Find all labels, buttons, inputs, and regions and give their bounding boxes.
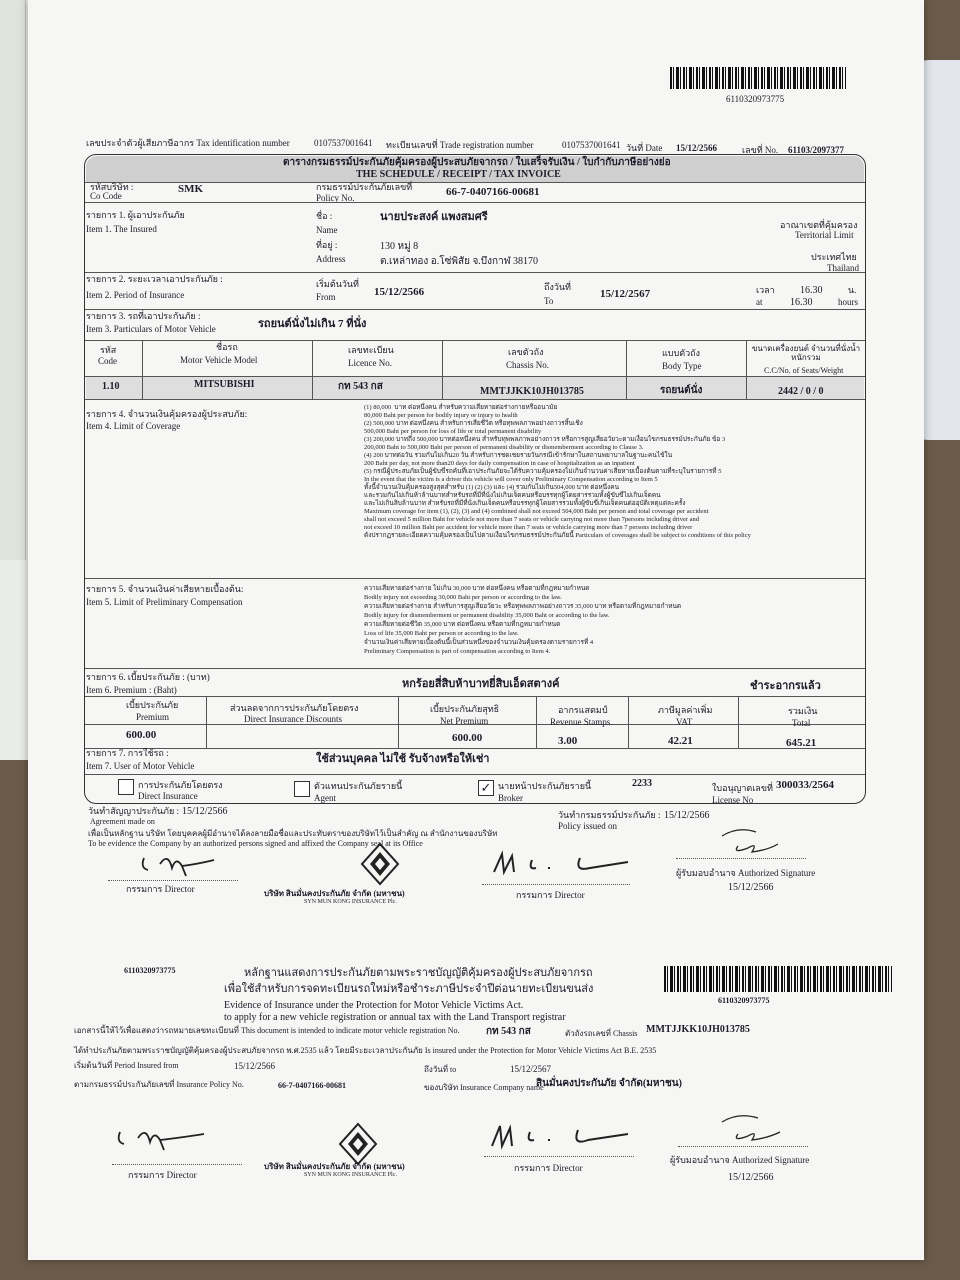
item2-label-english: Item 2. Period of Insurance bbox=[86, 290, 185, 300]
territory-label-thai: อาณาเขตที่คุ้มครอง bbox=[780, 220, 858, 230]
coverage-clause-2: 80,000 Baht per person for bodily injury or injury to health bbox=[364, 412, 518, 419]
policy-label-english: Policy No. bbox=[316, 193, 355, 203]
premium-col-stamps-thai: อากรแสตมป์ bbox=[558, 705, 608, 715]
vat-amount: 42.21 bbox=[668, 735, 693, 747]
time-unit-thai: น. bbox=[848, 285, 857, 295]
coverage-clause-7: (4) 200 บาทต่อวัน รวมกันไม่เกิน20 วัน สำหรับการชดเชยรายวันกรณีเข้ารักษาในสถานพยาบาลในฐานะคนไข้ใน bbox=[364, 452, 673, 459]
evidence-title-thai-2: เพื่อใช้สำหรับการจดทะเบียนรถใหม่หรือชำระภาษีประจำปีต่อนายทะเบียนขนส่ง bbox=[224, 983, 594, 995]
stamp-duty-paid: ชำระอากรแล้ว bbox=[750, 680, 821, 692]
name-label-thai: ชื่อ : bbox=[316, 211, 333, 221]
policy-number: 66-7-0407166-00681 bbox=[446, 186, 540, 198]
territory-english: Thailand bbox=[827, 263, 859, 273]
evidence-title-english-1: Evidence of Insurance under the Protection for Motor Vehicle Victims Act. bbox=[224, 1000, 524, 1011]
title-english: THE SCHEDULE / RECEIPT / TAX INVOICE bbox=[356, 169, 561, 180]
insurance-document bbox=[28, 0, 924, 1260]
coverage-clause-13: และไม่เกินสิบล้านบาท สำหรับรถที่มีที่นั่งเกินเจ็ดคนหรือบรรทุกผู้โดยสารรวมทั้งผู้ขับขี่เกินเจ็ดคนต่ออุบัติเหตุแต่ละครั้ง bbox=[364, 500, 686, 507]
time-from: 16.30 bbox=[800, 285, 823, 296]
vehicle-model: MITSUBISHI bbox=[194, 379, 255, 390]
broker-number: 2233 bbox=[632, 778, 652, 789]
address-label-english: Address bbox=[316, 254, 346, 264]
premium-col-premium-english: Premium bbox=[136, 712, 169, 722]
barcode-evidence bbox=[664, 966, 892, 992]
revenue-stamps-amount: 3.00 bbox=[558, 735, 578, 747]
authorized-label-top: ผู้รับมอบอำนาจ Authorized Signature bbox=[676, 868, 816, 878]
territory-thai: ประเทศไทย bbox=[811, 252, 857, 262]
coverage-clause-16: not exceed 10 million Baht per accident for vehicle more than 7 seats or vehicle carrying more than 7 persons including driver bbox=[364, 524, 693, 531]
time-unit-english: hours bbox=[838, 297, 858, 307]
evidence-company-label: ของบริษัท Insurance Company name bbox=[424, 1083, 544, 1092]
company-name-english-bottom: SYN MUN KONG INSURANCE Plc. bbox=[304, 1172, 397, 1178]
coverage-clause-5: (3) 200,000 บาทถึง 500,000 บาทต่อหนึ่งคน สำหรับทุพพลภาพอย่างถาวร หรือการสูญเสียอวัยวะตามเงื่อนไขกรมธรรม์ประกันภัย ข้อ 3 bbox=[364, 436, 726, 443]
item5-label-thai: รายการ 5. จำนวนเงินค่าเสียหายเบื้องต้น: bbox=[86, 584, 244, 594]
coverage-clause-1: (1) 80,000 บาท ต่อหนึ่งคน สำหรับความเสียหายต่อร่างกายหรืออนามัย bbox=[364, 404, 558, 411]
evidence-company: สินมั่นคงประกันภัย จำกัด(มหาชน) bbox=[536, 1078, 682, 1089]
item7-label-thai: รายการ 7. การใช้รถ : bbox=[86, 748, 169, 758]
company-name-english-top: SYN MUN KONG INSURANCE Plc. bbox=[304, 899, 397, 905]
policy-issued-english: Policy issued on bbox=[558, 821, 618, 831]
territory-label-english: Territorial Limit bbox=[795, 230, 854, 240]
evidence-title-english-2: to apply for a new vehicle registration or annual tax with the Land Transport registrar bbox=[224, 1012, 566, 1023]
vehicle-class: รถยนต์นั่งไม่เกิน 7 ที่นั่ง bbox=[258, 318, 367, 330]
director-signature-2 bbox=[488, 848, 638, 878]
company-logo-top bbox=[360, 842, 400, 886]
item4-label-english: Item 4. Limit of Coverage bbox=[86, 421, 181, 431]
body-type: รถยนต์นั่ง bbox=[660, 385, 703, 396]
vehicle-col-licence-english: Licence No. bbox=[348, 358, 392, 368]
premium-col-stamps-english: Revenue Stamps bbox=[550, 717, 611, 727]
checkmark-icon: ✓ bbox=[480, 780, 492, 795]
prelim-clause-8: Preliminary Compensation is part of compensation according to Item 4. bbox=[364, 648, 551, 655]
premium-in-words: หกร้อยสี่สิบห้าบาทยี่สิบเอ็ดสตางค์ bbox=[402, 678, 560, 690]
item7-label-english: Item 7. User of Motor Vehicle bbox=[86, 761, 195, 771]
coverage-clause-8: 200 Baht per day, not more than20 days for daily compensation in case of hospitalization as an inpatient bbox=[364, 460, 635, 467]
company-name-thai-bottom: บริษัท สินมั่นคงประกันภัย จำกัด (มหาชน) bbox=[264, 1162, 405, 1171]
prelim-clause-1: ความเสียหายต่อร่างกาย ไม่เกิน 30,000 บาท ต่อหนึ่งคน หรือตามที่กฎหมายกำหนด bbox=[364, 585, 590, 592]
agreement-made-english: Agreement made on bbox=[90, 817, 155, 826]
trade-reg-label: ทะเบียนเลขที่ Trade registration number bbox=[386, 140, 534, 150]
name-label-english: Name bbox=[316, 225, 338, 235]
vehicle-col-code-english: Code bbox=[98, 356, 117, 366]
coverage-clause-17: ดังปรากฏรายละเอียดความคุ้มครองเป็นไปตามเงื่อนไขกรมธรรม์ประกันภัยนี้ Particulars of coverages shall be subject to conditions of this policy bbox=[364, 532, 751, 539]
evidence-code-right: 6110320973775 bbox=[718, 996, 770, 1005]
agreement-made-date: 15/12/2566 bbox=[182, 806, 228, 817]
prelim-clause-6: Loss of life 35,000 Baht per person or according to the law. bbox=[364, 630, 519, 637]
evidence-policy-label: ตามกรมธรรม์ประกันภัยเลขที่ Insurance Policy No. bbox=[74, 1080, 244, 1089]
item1-label-thai: รายการ 1. ผู้เอาประกันภัย bbox=[86, 210, 185, 220]
director-label-1: กรรมการ Director bbox=[126, 884, 195, 894]
vehicle-col-chassis-english: Chassis No. bbox=[506, 360, 550, 370]
item1-label-english: Item 1. The Insured bbox=[86, 224, 157, 234]
premium-col-discount-thai: ส่วนลดจากการประกันภัยโดยตรง bbox=[230, 703, 359, 713]
net-premium-amount: 600.00 bbox=[452, 732, 483, 744]
time-label-english: at bbox=[756, 297, 763, 307]
authorized-signature-bottom bbox=[718, 1108, 798, 1144]
premium-col-net-thai: เบี้ยประกันภัยสุทธิ bbox=[430, 704, 500, 714]
agent-thai: ตัวแทนประกันภัยรายนี้ bbox=[314, 781, 403, 791]
evidence-to-label: ถึงวันที่ to bbox=[424, 1065, 457, 1074]
director-signature-4 bbox=[486, 1118, 636, 1152]
company-logo-bottom bbox=[338, 1122, 378, 1166]
address-label-thai: ที่อยู่ : bbox=[316, 240, 338, 250]
engine-seats-weight: 2442 / 0 / 0 bbox=[778, 386, 824, 397]
license-number: 300033/2564 bbox=[776, 779, 835, 791]
evidence-chassis: MMTJJKK10JH013785 bbox=[646, 1024, 750, 1035]
coverage-clause-14: Maximum coverage for item (1), (2), (3) and (4) combined shall not exceed 504,000 Baht per person and total coverage per accident bbox=[364, 508, 709, 515]
broker-thai: นายหน้าประกันภัยรายนี้ bbox=[498, 781, 592, 791]
vehicle-code: 1.10 bbox=[102, 381, 120, 392]
vehicle-col-engine-thai: ขนาดเครื่องยนต์ จำนวนที่นั่งน้ำหนักรวม bbox=[751, 344, 861, 362]
authorized-date-bottom: 15/12/2566 bbox=[728, 1172, 774, 1183]
premium-col-total-english: Total bbox=[792, 718, 811, 728]
vehicle-col-model-english: Motor Vehicle Model bbox=[180, 355, 258, 365]
barcode-number-top: 6110320973775 bbox=[726, 94, 785, 104]
authorized-signature-top bbox=[718, 822, 798, 856]
time-to: 16.30 bbox=[790, 297, 813, 308]
chassis-number: MMTJJKK10JH013785 bbox=[480, 386, 584, 397]
address-line-1: 130 หมู่ 8 bbox=[380, 241, 419, 252]
coverage-clause-11: ทั้งนี้จำนวนเงินคุ้มครองสูงสุดสำหรับ (1) (2) (3) และ (4) รวมกันไม่เกิน504,000 บาท ต่อหนึ่งคน bbox=[364, 484, 620, 491]
to-label-thai: ถึงวันที่ bbox=[544, 282, 571, 292]
coverage-clause-15: shall not exceed 5 million Baht for vehicle not more than 7 seats or vehicle carrying not more than 7persons including driver and bbox=[364, 516, 700, 523]
item6-label-thai: รายการ 6. เบี้ยประกันภัย : (บาท) bbox=[86, 672, 210, 682]
from-label-thai: เริ่มต้นวันที่ bbox=[316, 279, 359, 289]
director-label-2: กรรมการ Director bbox=[516, 890, 585, 900]
direct-insurance-thai: การประกันภัยโดยตรง bbox=[138, 780, 223, 790]
period-from: 15/12/2566 bbox=[374, 286, 425, 298]
prelim-clause-4: Bodily injury for dismemberment or permanent disability 35,000 Baht or according to the law. bbox=[364, 612, 610, 619]
evidence-to: 15/12/2567 bbox=[510, 1064, 552, 1074]
premium-col-net-english: Net Premium bbox=[440, 716, 489, 726]
director-label-4: กรรมการ Director bbox=[514, 1163, 583, 1173]
vehicle-use: ใช้ส่วนบุคคล ไม่ใช้ รับจ้างหรือให้เช่า bbox=[316, 753, 490, 765]
from-label-english: From bbox=[316, 292, 336, 302]
direct-insurance-english: Direct Insurance bbox=[138, 791, 198, 801]
item2-label-thai: รายการ 2. ระยะเวลาเอาประกันภัย : bbox=[86, 274, 223, 284]
coverage-clause-12: และรวมกันไม่เกินห้าล้านบาทสำหรับรถที่มีที่นั่งไม่เกินเจ็ดคนหรือบรรทุกผู้โดยสารรวมทั้งผู้ขับขี่ไม่เกินเจ็ดคน bbox=[364, 492, 661, 499]
premium-col-vat-english: VAT bbox=[676, 717, 693, 727]
evidence-policy: 66-7-0407166-00681 bbox=[278, 1081, 346, 1090]
coverage-clause-3: (2) 500,000 บาท ต่อหนึ่งคน สำหรับการเสียชีวิต หรือทุพพลภาพอย่างถาวรสิ้นเชิง bbox=[364, 420, 583, 427]
premium-amount: 600.00 bbox=[126, 729, 157, 741]
evidence-title-thai-1: หลักฐานแสดงการประกันภัยตามพระราชบัญญัติคุ้มครองผู้ประสบภัยจากรถ bbox=[244, 967, 593, 979]
vehicle-col-code-thai: รหัส bbox=[100, 345, 117, 355]
authorized-date-top: 15/12/2566 bbox=[728, 882, 774, 893]
agent-checkbox[interactable] bbox=[294, 781, 310, 797]
evidence-registration: กท 543 กส bbox=[486, 1026, 531, 1037]
evidence-line-1: เอกสารนี้ให้ไว้เพื่อแสดงว่ารถหมายเลขทะเบียนที่ This document is intended to indicate motor vehicle registration No. bbox=[74, 1026, 460, 1035]
company-code: SMK bbox=[178, 183, 204, 195]
premium-col-discount-english: Direct Insurance Discounts bbox=[244, 714, 342, 724]
broker-english: Broker bbox=[498, 793, 523, 803]
coverage-clause-4: 500,000 Baht per person for loss of life or total permanent disability bbox=[364, 428, 542, 435]
coverage-clause-10: In the event that the victim is a driver this vehicle will cover only Preliminary Compensation according to Item 5 bbox=[364, 476, 658, 483]
item3-label-thai: รายการ 3. รถที่เอาประกันภัย : bbox=[86, 311, 201, 321]
license-label-english: License No bbox=[712, 795, 754, 805]
address-line-2: ต.เหล่าทอง อ.โซ่พิสัย จ.บึงกาฬ 38170 bbox=[380, 256, 539, 267]
premium-col-total-thai: รวมเงิน bbox=[788, 706, 818, 716]
trade-reg: 0107537001641 bbox=[562, 140, 621, 150]
director-label-3: กรรมการ Director bbox=[128, 1170, 197, 1180]
direct-insurance-checkbox[interactable] bbox=[118, 779, 134, 795]
evidence-line-2: ได้ทำประกันภัยตามพระราชบัญญัติคุ้มครองผู้ประสบภัยจากรถ พ.ศ.2535 แล้ว โดยมีระยะเวลาประกันภัย Is insured under the Protection for Motor Vehicle Victims Act B.E. 2535 bbox=[74, 1046, 657, 1055]
coverage-clause-9: (5) กรณีผู้ประสบภัยเป็นผู้ขับขี่รถคันที่เอาประกันภัยจะได้รับความคุ้มครองไม่เกินจำนวนค่าเสียหายเบื้องต้นตามที่ระบุในรายการที่ 5 bbox=[364, 468, 722, 475]
license-label-thai: ใบอนุญาตเลขที่ bbox=[712, 783, 773, 793]
vehicle-col-body-thai: แบบตัวถัง bbox=[662, 348, 700, 358]
prelim-clause-3: ความเสียหายต่อร่างกาย สำหรับการสูญเสียอวัยวะ หรือทุพพลภาพอย่างถาวร 35,000 บาท หรือตามที่กฎหมายกำหนด bbox=[364, 603, 682, 610]
vehicle-col-body-english: Body Type bbox=[662, 361, 702, 371]
premium-col-vat-thai: ภาษีมูลค่าเพิ่ม bbox=[658, 705, 713, 715]
item6-label-english: Item 6. Premium : (Baht) bbox=[86, 685, 177, 695]
document-no: 61103/2097377 bbox=[788, 145, 845, 155]
to-label-english: To bbox=[544, 296, 554, 306]
prelim-clause-5: ความเสียหายต่อชีวิต 35,000 บาท ต่อหนึ่งคน หรือตามที่กฎหมายกำหนด bbox=[364, 621, 561, 628]
code-label-english: Co Code bbox=[90, 191, 122, 201]
broker-checkbox[interactable] bbox=[478, 780, 494, 796]
vehicle-col-licence-thai: เลขทะเบียน bbox=[348, 345, 394, 355]
total-amount: 645.21 bbox=[786, 737, 817, 749]
evidence-from-label: เริ่มต้นวันที่ Period Insured from bbox=[74, 1061, 179, 1070]
policy-label-thai: กรมธรรม์ประกันภัยเลขที่ bbox=[316, 182, 413, 192]
barcode-top bbox=[670, 67, 846, 89]
policy-issued-date: 15/12/2566 bbox=[664, 810, 710, 821]
licence-plate: กท 543 กส bbox=[338, 381, 383, 392]
title-thai: ตารางกรมธรรม์ประกันภัยคุ้มครองผู้ประสบภัยจากรถ / ใบเสร็จรับเงิน / ใบกำกับภาษีอย่างย่อ bbox=[283, 157, 671, 168]
period-to: 15/12/2567 bbox=[600, 288, 651, 300]
director-signature-3 bbox=[114, 1118, 224, 1154]
evidence-code-left: 6110320973775 bbox=[124, 966, 176, 975]
date-label: วันที่ Date bbox=[626, 143, 663, 153]
agent-english: Agent bbox=[314, 793, 336, 803]
premium-col-premium-thai: เบี้ยประกันภัย bbox=[126, 700, 179, 710]
policy-issued-thai: วันทำกรมธรรม์ประกันภัย : bbox=[558, 810, 661, 820]
prelim-clause-2: Bodily injury not exceeding 30,000 Baht per person or according to the law. bbox=[364, 594, 562, 601]
authorized-label-bottom: ผู้รับมอบอำนาจ Authorized Signature bbox=[670, 1155, 810, 1165]
time-label-thai: เวลา bbox=[756, 285, 775, 295]
coverage-clause-6: 200,000 Baht to 500,000 Baht per person of permanent disability or dismemberment according to Clause 3. bbox=[364, 444, 644, 451]
agreement-made-thai: วันทำสัญญาประกันภัย : bbox=[88, 806, 180, 816]
header-date: 15/12/2566 bbox=[676, 143, 718, 153]
code-label-thai: รหัสบริษัท : bbox=[90, 182, 134, 192]
item3-label-english: Item 3. Particulars of Motor Vehicle bbox=[86, 324, 216, 334]
company-name-thai-top: บริษัท สินมั่นคงประกันภัย จำกัด (มหาชน) bbox=[264, 889, 405, 898]
tax-id: 0107537001641 bbox=[314, 138, 373, 148]
insured-name: นายประสงค์ แพงสมศรี bbox=[380, 211, 488, 223]
item4-label-thai: รายการ 4. จำนวนเงินคุ้มครองผู้ประสบภัย: bbox=[86, 409, 248, 419]
evidence-from: 15/12/2566 bbox=[234, 1061, 276, 1071]
no-label: เลขที่ No. bbox=[742, 145, 779, 155]
vehicle-col-chassis-thai: เลขตัวถัง bbox=[508, 347, 544, 357]
background-paper-left-edge bbox=[0, 0, 26, 560]
evidence-note-english: To be evidence the Company by an authorized persons signed and affixed the Company seal at its Office bbox=[88, 839, 423, 848]
vehicle-col-model-thai: ชื่อรถ bbox=[216, 342, 238, 352]
tax-id-label: เลขประจำตัวผู้เสียภาษีอากร Tax identification number bbox=[86, 138, 290, 148]
director-signature-1 bbox=[138, 846, 238, 880]
item5-label-english: Item 5. Limit of Preliminary Compensation bbox=[86, 597, 243, 607]
vehicle-col-engine-english: C.C/No. of Seats/Weight bbox=[764, 366, 844, 375]
evidence-note-thai: เพื่อเป็นหลักฐาน บริษัท โดยบุคคลผู้มีอำนาจได้ลงลายมือชื่อและประทับตราของบริษัทไว้เป็นสำคัญ ณ สำนักงานของบริษัท bbox=[88, 829, 498, 838]
prelim-clause-7: จำนวนเงินค่าเสียหายเบื้องต้นนี้เป็นส่วนหนึ่งของจำนวนเงินคุ้มครองตามรายการที่ 4 bbox=[364, 639, 594, 646]
evidence-chassis-label: ตัวถังรถเลขที่ Chassis bbox=[565, 1029, 638, 1038]
